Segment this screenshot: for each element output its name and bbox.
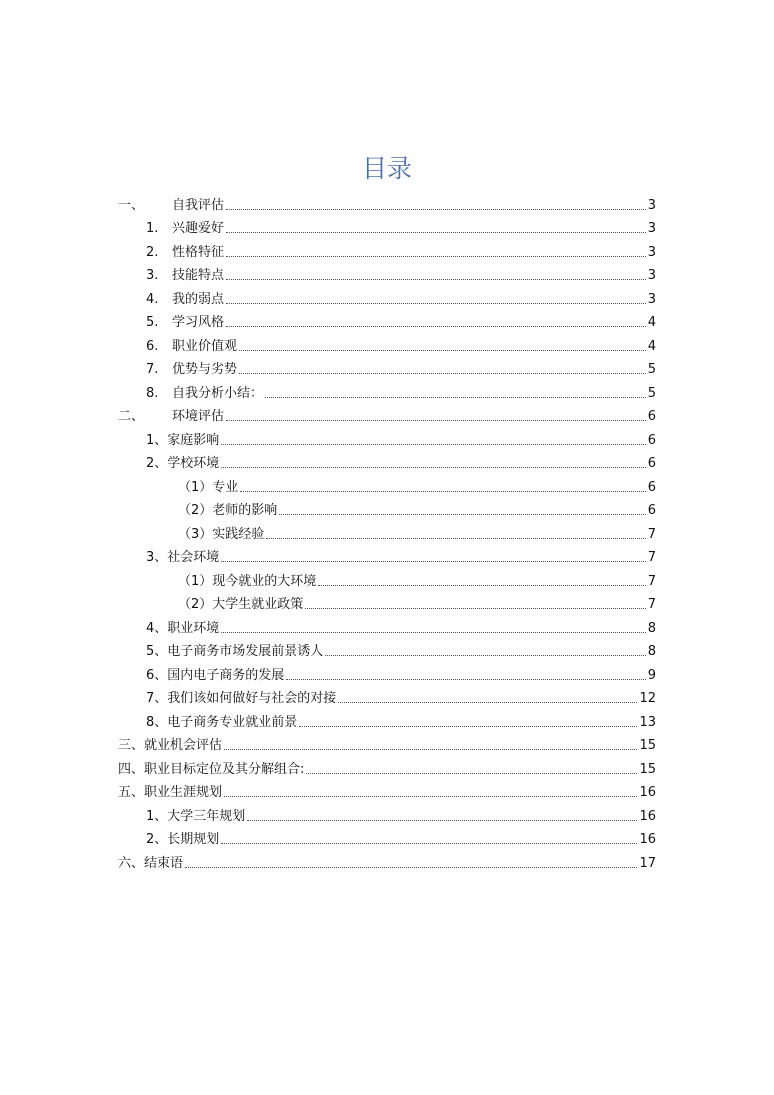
toc-entry-label: （3）实践经验 — [178, 526, 265, 542]
toc-entry-number: 1. — [146, 221, 159, 236]
toc-entry-number: 3. — [146, 268, 159, 283]
toc-entry-label: 1、家庭影响 — [146, 432, 220, 448]
dot-leader — [239, 373, 646, 374]
toc-entry[interactable] — [146, 543, 656, 567]
toc-entry-page: 15 — [639, 738, 656, 753]
toc-entry-label: 四、职业目标定位及其分解组合: — [118, 761, 305, 777]
toc-entry[interactable] — [146, 660, 656, 684]
toc-entry-page: 6 — [647, 456, 656, 471]
toc-entry-page: 3 — [647, 221, 656, 236]
toc-entry-label: （1）现今就业的大环境 — [178, 573, 317, 589]
dot-leader — [221, 444, 645, 445]
dot-leader — [221, 632, 645, 633]
toc-entry-page: 7 — [647, 597, 656, 612]
dot-leader — [221, 561, 645, 562]
dot-leader — [221, 467, 645, 468]
toc-entry-page: 16 — [639, 785, 656, 800]
dot-leader — [224, 749, 637, 750]
toc-entry[interactable] — [146, 801, 656, 825]
toc-entry-label: 自我评估 — [172, 197, 225, 213]
toc-entry[interactable] — [146, 684, 656, 708]
toc-entry-label: 4、职业环境 — [146, 620, 220, 636]
toc-entry-number: 一、 — [118, 197, 145, 213]
toc-entry[interactable] — [118, 402, 656, 426]
toc-entry[interactable] — [146, 825, 656, 849]
toc-entry-number: 5. — [146, 315, 159, 330]
toc-entry-page: 12 — [639, 691, 656, 706]
toc-entry[interactable] — [146, 425, 656, 449]
toc-entry[interactable] — [178, 496, 656, 520]
dot-leader — [318, 585, 645, 586]
toc-entry-page: 3 — [647, 291, 656, 307]
toc-entry-page: 6 — [647, 503, 656, 518]
toc-entry[interactable] — [118, 754, 656, 778]
dot-leader — [306, 773, 637, 774]
dot-leader — [299, 726, 637, 727]
toc-entry-number: 2. — [146, 244, 159, 260]
toc-entry-label: 3、社会环境 — [146, 550, 220, 565]
toc-entry-page: 7 — [647, 573, 656, 589]
dot-leader — [325, 655, 645, 656]
toc-entry-page: 8 — [647, 644, 656, 659]
toc-entry[interactable] — [118, 778, 656, 802]
dot-leader — [239, 350, 646, 351]
toc-entry-label: （1）专业 — [178, 479, 239, 495]
toc-entry-page: 5 — [647, 362, 656, 377]
toc-entry-page: 3 — [647, 268, 656, 283]
toc-entry-label: 兴趣爱好 — [172, 221, 225, 236]
toc-entry-label: 技能特点 — [172, 268, 225, 283]
toc-entry-label: 三、就业机会评估 — [118, 738, 223, 753]
toc-entry-label: 2、学校环境 — [146, 456, 220, 471]
toc-entry-page: 4 — [647, 338, 656, 354]
toc-entry-page: 13 — [639, 714, 656, 730]
dot-leader — [224, 796, 637, 797]
dot-leader — [247, 820, 637, 821]
toc-entry-label: 优势与劣势 — [172, 362, 238, 377]
toc-entry-page: 8 — [647, 620, 656, 636]
dot-leader — [279, 514, 645, 515]
toc-entry[interactable] — [118, 190, 656, 214]
toc-entry-page: 7 — [647, 550, 656, 565]
dot-leader — [266, 538, 645, 539]
toc-entry[interactable] — [146, 308, 656, 332]
toc-entry[interactable] — [146, 331, 656, 355]
toc-entry[interactable] — [146, 261, 656, 285]
toc-entry-label: 学习风格 — [172, 315, 225, 330]
toc-entry-number: 二、 — [118, 409, 145, 424]
dot-leader — [226, 303, 646, 304]
toc-entry-label: 1、大学三年规划 — [146, 808, 246, 824]
toc-entry-number: 7. — [146, 362, 159, 377]
dot-leader — [265, 397, 646, 398]
toc-entry-label: （2）老师的影响 — [178, 503, 278, 518]
toc-entry-label: 环境评估 — [172, 409, 225, 424]
toc-entry[interactable] — [118, 848, 656, 872]
toc-entry-label: 六、结束语 — [118, 855, 184, 871]
toc-entry[interactable] — [146, 378, 656, 402]
dot-leader — [226, 256, 646, 257]
dot-leader — [221, 843, 637, 844]
toc-entry[interactable] — [146, 707, 656, 731]
toc-entry-label: 6、国内电子商务的发展 — [146, 667, 285, 683]
toc-title: 目录 — [361, 154, 412, 183]
toc-entry-label: 自我分析小结： — [172, 385, 264, 401]
toc-entry[interactable] — [178, 590, 656, 614]
toc-entry[interactable] — [146, 355, 656, 379]
toc-entry-label: 性格特征 — [172, 244, 225, 260]
dot-leader — [226, 232, 646, 233]
toc-entry[interactable] — [118, 731, 656, 755]
toc-entry-label: （2）大学生就业政策 — [178, 597, 304, 612]
toc-entry-label: 5、电子商务市场发展前景诱人 — [146, 644, 324, 659]
toc-entry[interactable] — [146, 237, 656, 261]
toc-entry[interactable] — [146, 637, 656, 661]
toc-entry-page: 6 — [647, 479, 656, 495]
toc-entry-number: 4. — [146, 291, 159, 307]
toc-entry-number: 8. — [146, 385, 159, 401]
toc-entry-page: 16 — [639, 808, 656, 824]
toc-entry[interactable] — [146, 284, 656, 308]
dot-leader — [226, 209, 646, 210]
dot-leader — [305, 608, 645, 609]
toc-entry-page: 4 — [647, 315, 656, 330]
toc-entry-label: 我的弱点 — [172, 291, 225, 307]
toc-entry-page: 16 — [639, 832, 656, 847]
toc-entry[interactable] — [146, 613, 656, 637]
dot-leader — [240, 491, 645, 492]
toc-entry-page: 15 — [639, 761, 656, 777]
toc-entry-label: 7、我们该如何做好与社会的对接 — [146, 691, 337, 706]
toc-entry-label: 2、长期规划 — [146, 832, 220, 847]
toc-entry[interactable] — [178, 472, 656, 496]
toc-entry-page: 6 — [647, 409, 656, 424]
dot-leader — [226, 420, 646, 421]
toc-entry-label: 五、职业生涯规划 — [118, 785, 223, 800]
toc-entry[interactable] — [146, 449, 656, 473]
toc-entry-page: 9 — [647, 667, 656, 683]
toc-entry-label: 职业价值观 — [172, 338, 238, 354]
dot-leader — [338, 702, 637, 703]
dot-leader — [286, 679, 645, 680]
toc-entry-page: 7 — [647, 526, 656, 542]
dot-leader — [226, 279, 646, 280]
toc-entry-page: 3 — [647, 197, 656, 213]
toc-entry[interactable] — [146, 214, 656, 238]
toc-entry-label: 8、电子商务专业就业前景 — [146, 714, 298, 730]
toc-entry[interactable] — [178, 566, 656, 590]
dot-leader — [226, 326, 646, 327]
toc-entry-page: 5 — [647, 385, 656, 401]
toc-entry-page: 3 — [647, 244, 656, 260]
toc-entry-page: 6 — [647, 432, 656, 448]
toc-entry[interactable] — [178, 519, 656, 543]
toc-entry-page: 17 — [639, 855, 656, 871]
toc-entry-number: 6. — [146, 338, 159, 354]
dot-leader — [185, 867, 637, 868]
